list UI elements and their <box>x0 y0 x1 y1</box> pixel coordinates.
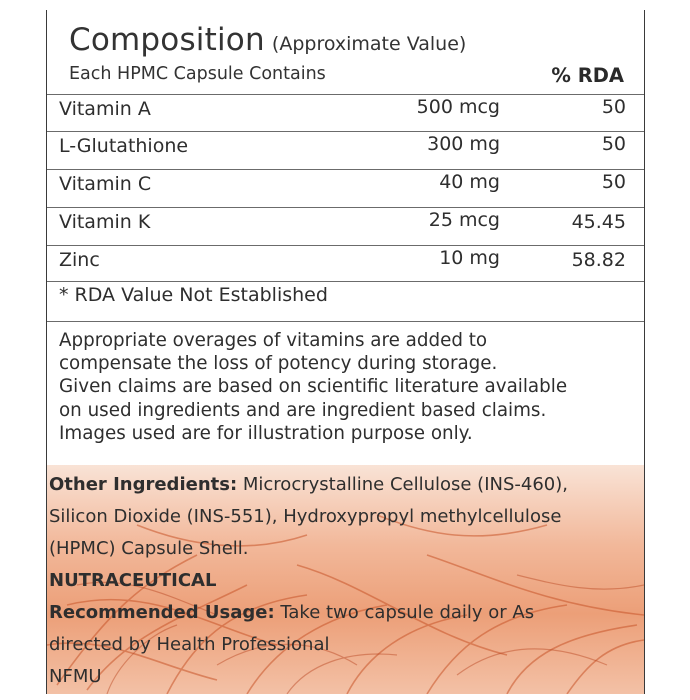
title-note: (Approximate Value) <box>271 33 467 55</box>
other-ingredients-line <box>49 469 644 501</box>
product-code: NFMU <box>49 666 102 687</box>
rda-footnote: * RDA Value Not Established <box>59 284 328 306</box>
disclaimer-line: Appropriate overages of vitamins are added to <box>59 330 488 351</box>
composition-title <box>69 22 466 58</box>
ingredient-rda: 50 <box>601 96 626 118</box>
other-ingredients-line: (HPMC) Capsule Shell. <box>49 538 249 559</box>
other-ingredients-line: Silicon Dioxide (INS-551), Hydroxypropyl methylcellulose <box>49 506 562 527</box>
ingredient-quantity: 25 mcg <box>428 209 500 231</box>
ingredient-rda: 50 <box>601 133 626 155</box>
row-divider <box>47 94 644 95</box>
other-ingredients-text: Microcrystalline Cellulose (INS-460), <box>237 474 569 495</box>
row-divider <box>47 207 644 208</box>
label-panel <box>46 10 645 694</box>
ingredient-rda: 50 <box>601 171 626 193</box>
row-divider <box>47 131 644 132</box>
usage-line: directed by Health Professional <box>49 634 330 655</box>
ingredient-name: Zinc <box>59 249 100 271</box>
disclaimer-line: compensate the loss of potency during storage. <box>59 353 498 375</box>
rda-column-header: % RDA <box>551 64 624 87</box>
row-divider <box>47 321 644 322</box>
row-divider <box>47 245 644 246</box>
usage-text: Take two capsule daily or As <box>274 602 535 623</box>
title-text: Composition <box>69 22 265 58</box>
other-information <box>49 469 644 693</box>
ingredient-rda: 45.45 <box>571 211 626 233</box>
ingredient-name: Vitamin C <box>59 173 152 195</box>
row-divider <box>47 169 644 170</box>
overage-disclaimer <box>59 329 639 445</box>
category-label: NUTRACEUTICAL <box>49 570 217 591</box>
disclaimer-line: Images used are for illustration purpose only. <box>59 422 473 444</box>
capsule-subheading: Each HPMC Capsule Contains <box>69 64 326 84</box>
ingredient-quantity: 300 mg <box>427 133 500 155</box>
disclaimer-line: on used ingredients and are ingredient based claims. <box>59 399 547 421</box>
row-divider <box>47 281 644 282</box>
ingredient-name: Vitamin K <box>59 211 151 233</box>
disclaimer-line: Given claims are based on scientific literature available <box>59 376 568 398</box>
other-ingredients-label: Other Ingredients: <box>49 474 238 495</box>
ingredient-quantity: 40 mg <box>439 171 500 193</box>
ingredient-name: Vitamin A <box>59 98 151 120</box>
ingredient-quantity: 500 mcg <box>416 96 500 118</box>
usage-line <box>49 597 644 629</box>
ingredient-rda: 58.82 <box>571 249 626 271</box>
usage-label: Recommended Usage: <box>49 602 275 623</box>
ingredient-name: L-Glutathione <box>59 135 189 157</box>
ingredient-quantity: 10 mg <box>439 247 500 269</box>
